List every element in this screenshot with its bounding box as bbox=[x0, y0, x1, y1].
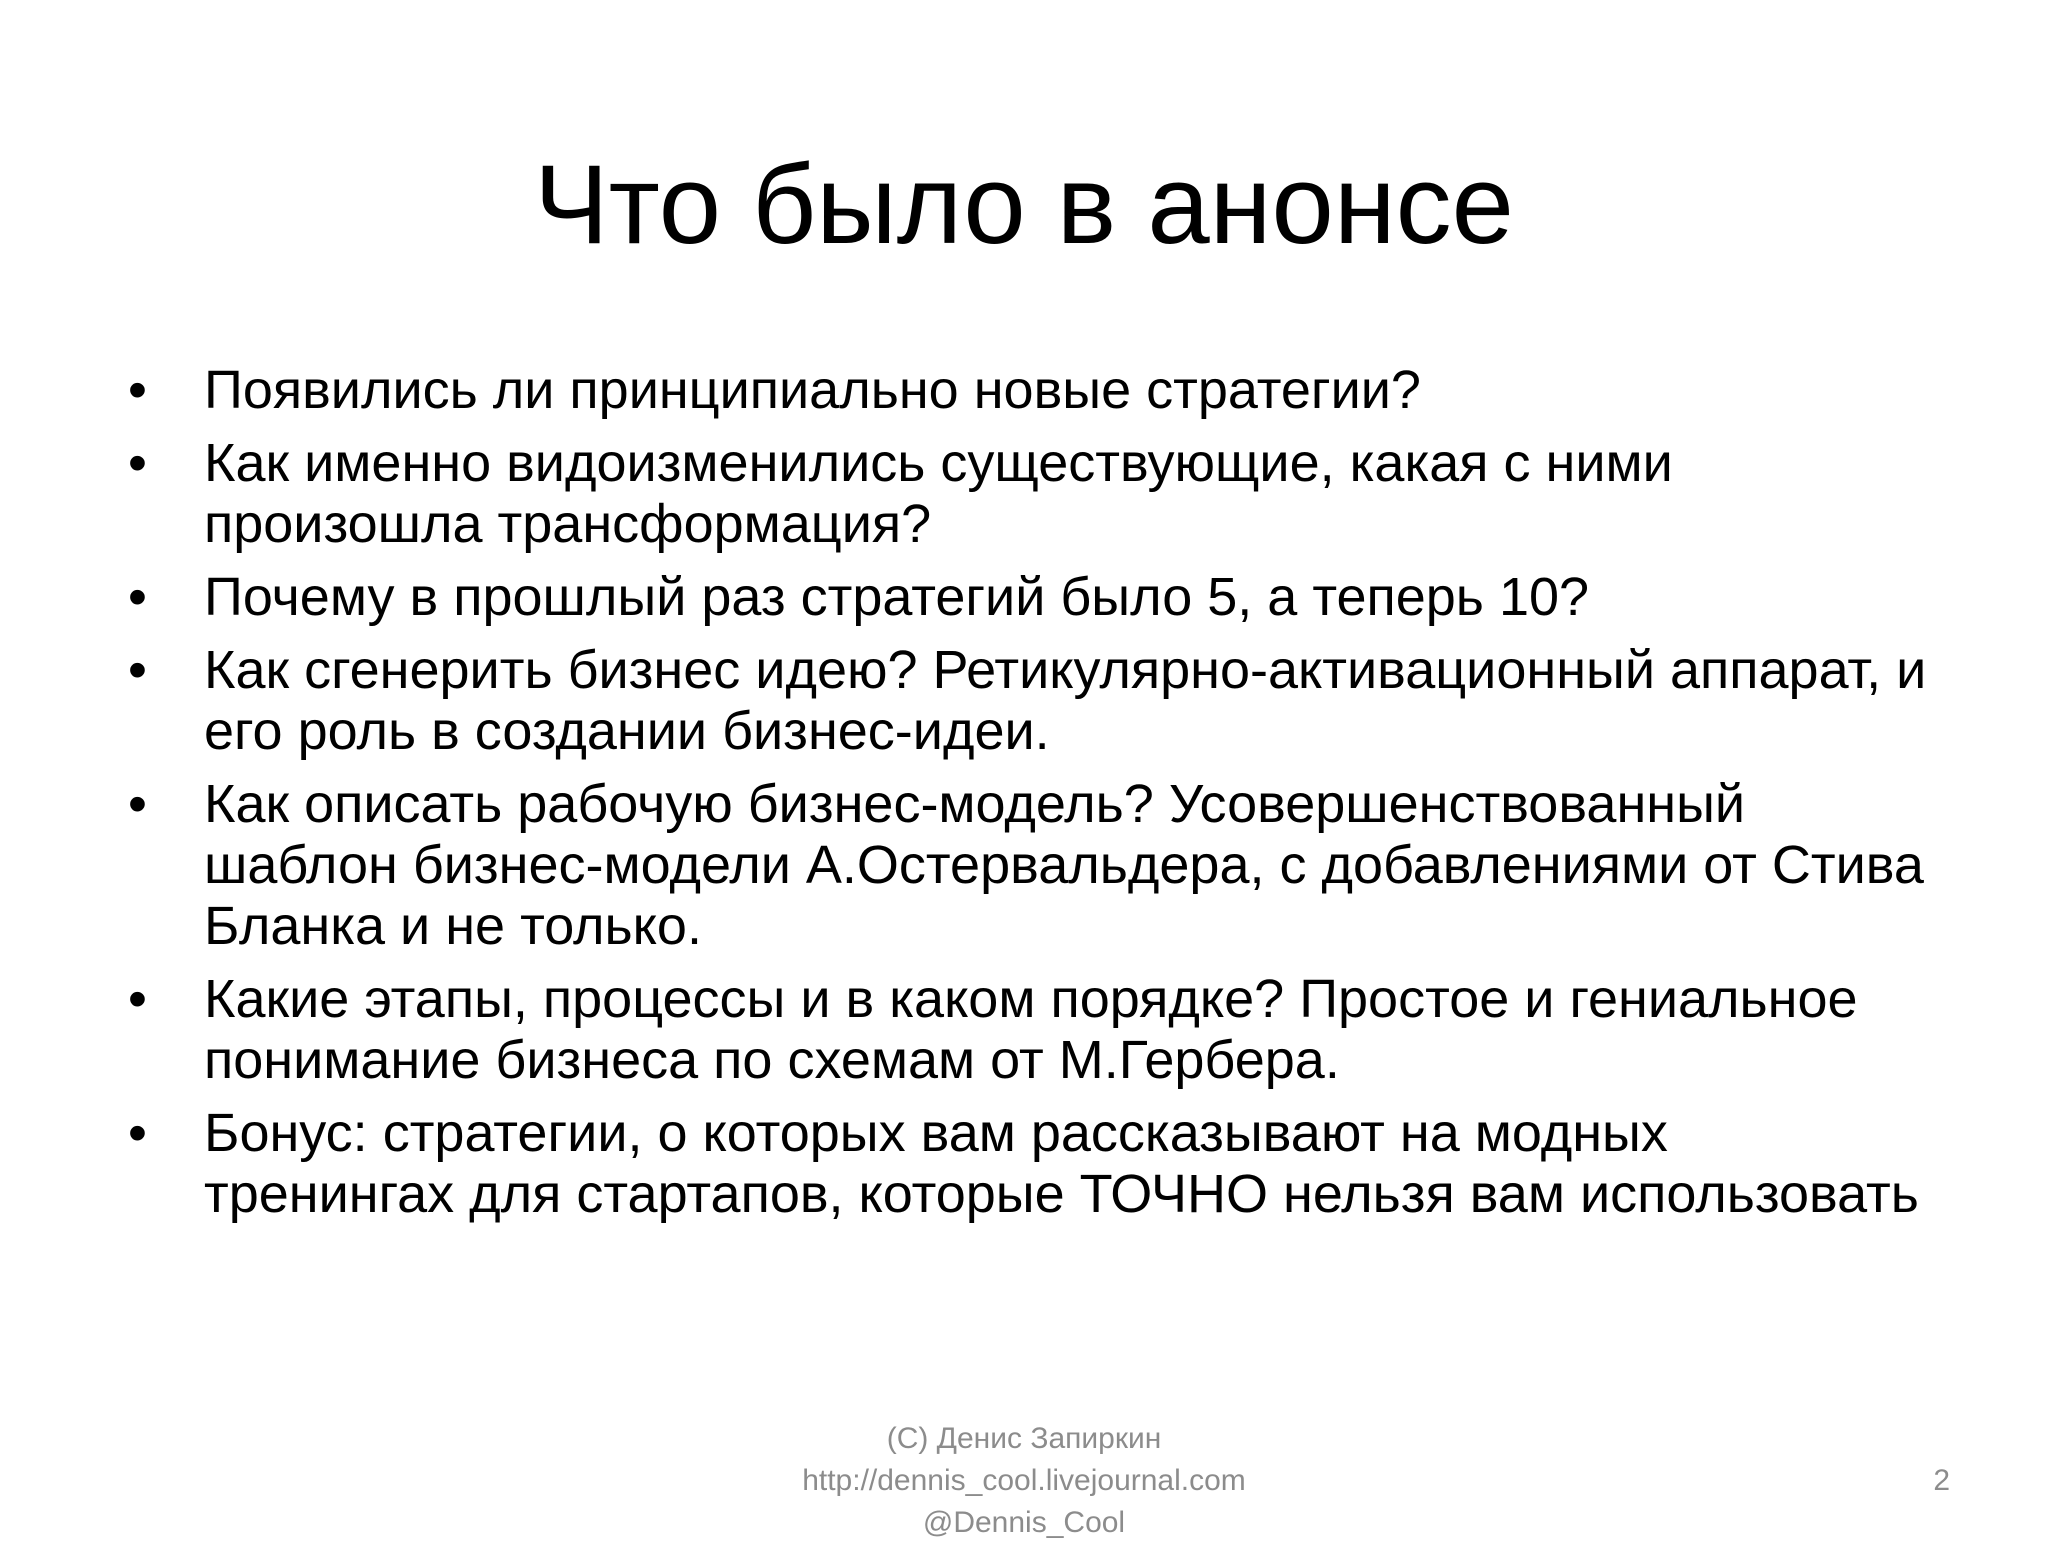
footer-url: http://dennis_cool.livejournal.com bbox=[802, 1464, 1246, 1497]
bullet-item bbox=[128, 969, 1928, 1091]
bullet-marker: • bbox=[128, 1103, 147, 1163]
bullet-list bbox=[128, 360, 1928, 1237]
footer-handle: @Dennis_Cool bbox=[922, 1506, 1126, 1539]
bullet-text: Как сгенерить бизнес идею? Ретикулярно-активационный аппарат, и его роль в создании бизнес-идеи. bbox=[204, 640, 1927, 761]
bullet-marker: • bbox=[128, 360, 147, 420]
slide-footer bbox=[0, 1418, 2048, 1544]
bullet-marker: • bbox=[128, 774, 147, 834]
bullet-marker: • bbox=[128, 433, 147, 493]
page-number: 2 bbox=[1933, 1464, 1950, 1497]
bullet-text: Как описать рабочую бизнес-модель? Усовершенствованный шаблон бизнес-модели А.Остервальдера, с добавлениями от Стива Бланка и не только. bbox=[204, 774, 1924, 956]
bullet-marker: • bbox=[128, 969, 147, 1029]
bullet-text: Появились ли принципиально новые стратегии? bbox=[204, 360, 1421, 420]
bullet-item bbox=[128, 640, 1928, 762]
bullet-text: Какие этапы, процессы и в каком порядке? Простое и гениальное понимание бизнеса по схемам от М.Гербера. bbox=[204, 969, 1858, 1090]
bullet-item bbox=[128, 1103, 1928, 1225]
footer-copyright: (C) Денис Запиркин bbox=[886, 1422, 1162, 1455]
bullet-item bbox=[128, 433, 1928, 555]
bullet-marker: • bbox=[128, 640, 147, 700]
bullet-item bbox=[128, 567, 1928, 628]
bullet-text: Почему в прошлый раз стратегий было 5, а теперь 10? bbox=[204, 567, 1590, 627]
slide-title: Что было в анонсе bbox=[534, 142, 1514, 267]
bullet-item bbox=[128, 774, 1928, 957]
bullet-text: Как именно видоизменились существующие, какая с ними произошла трансформация? bbox=[204, 433, 1673, 554]
bullet-item bbox=[128, 360, 1928, 421]
bullet-text: Бонус: стратегии, о которых вам рассказывают на модных тренингах для стартапов, которые ТОЧНО нельзя вам использовать bbox=[204, 1103, 1919, 1224]
bullet-marker: • bbox=[128, 567, 147, 627]
